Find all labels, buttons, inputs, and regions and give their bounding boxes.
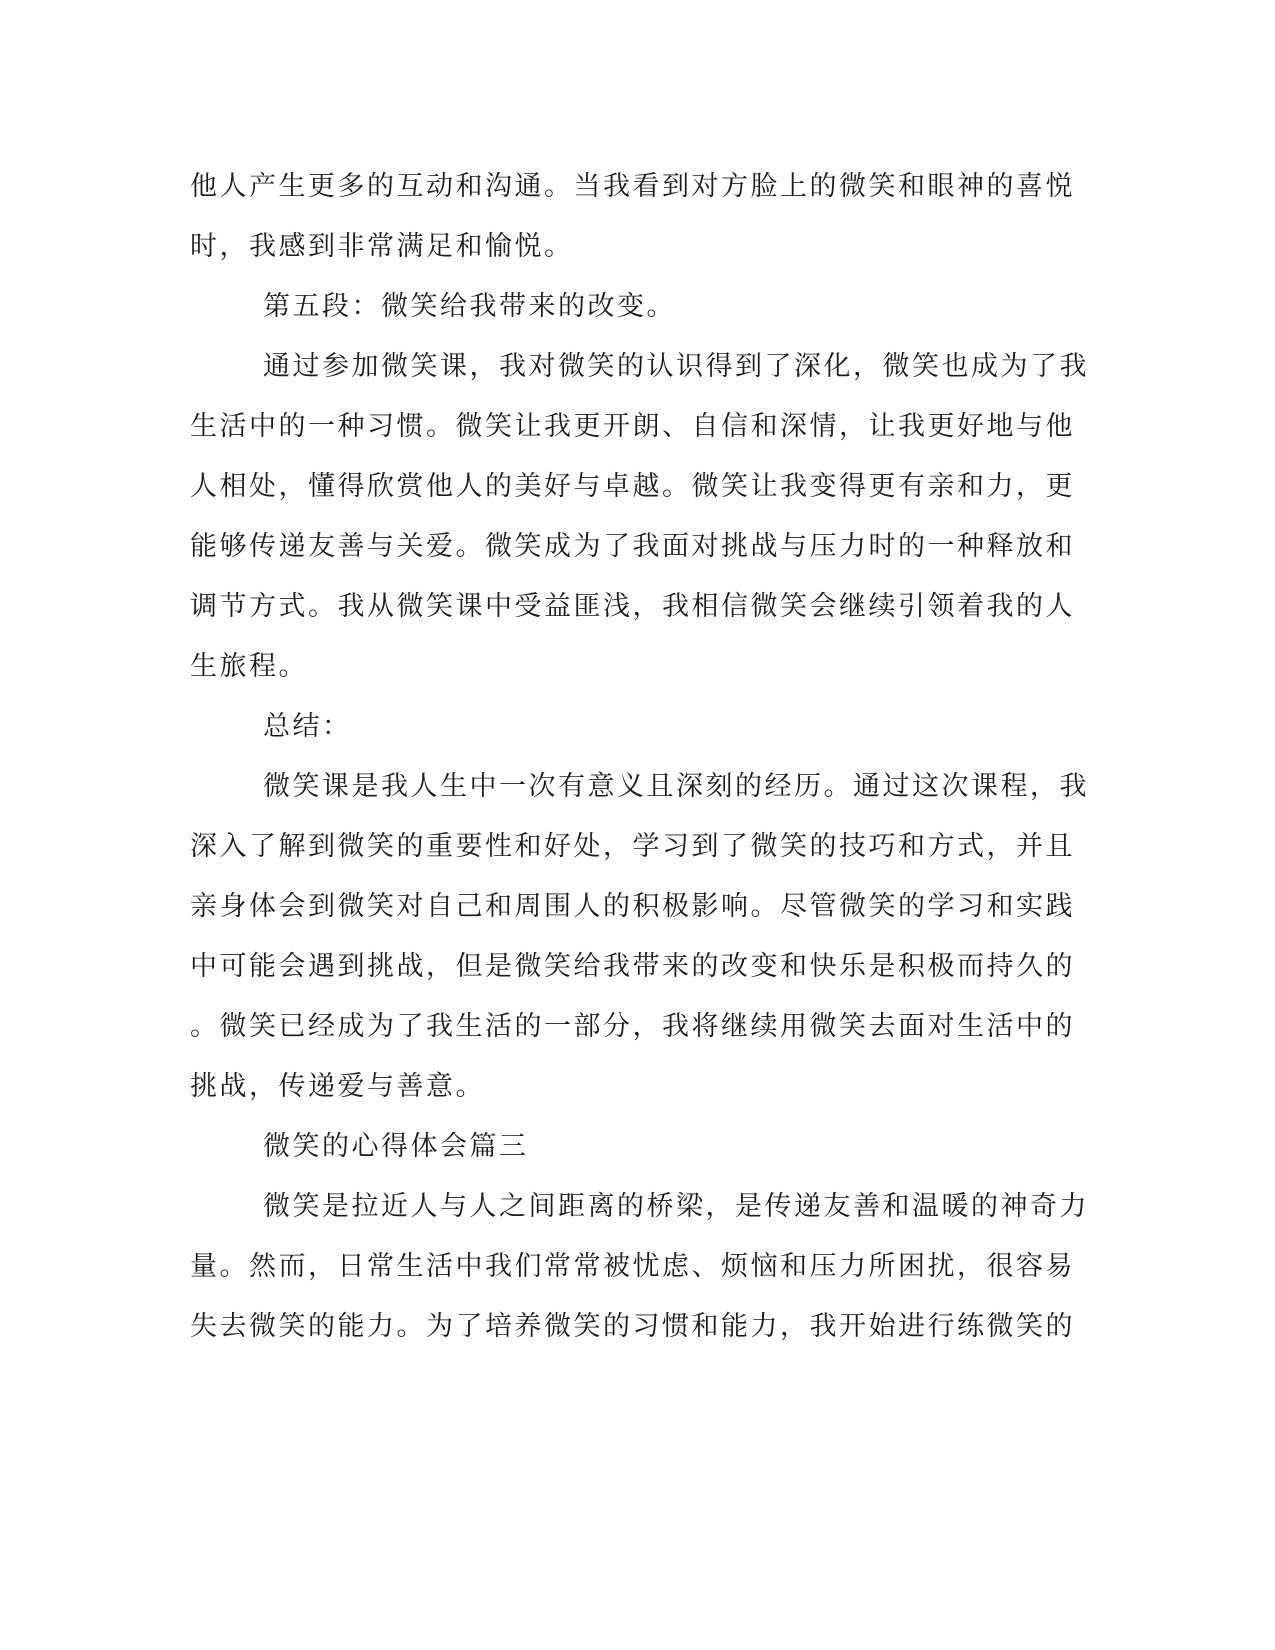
section-heading: 第五段：微笑给我带来的改变。 — [263, 291, 676, 322]
text-line: 他人产生更多的互动和沟通。当我看到对方脸上的微笑和眼神的喜悦 — [190, 171, 1075, 202]
section-heading: 总结： — [263, 711, 352, 742]
paragraph-start-line: 微笑是拉近人与人之间距离的桥梁，是传递友善和温暖的神奇力 — [263, 1191, 1089, 1222]
paragraph-start-line: 通过参加微笑课，我对微笑的认识得到了深化，微笑也成为了我 — [263, 351, 1089, 382]
article-title: 微笑的心得体会篇三 — [263, 1131, 529, 1162]
text-line: 。微笑已经成为了我生活的一部分，我将继续用微笑去面对生活中的 — [190, 1011, 1075, 1042]
text-line: 能够传递友善与关爱。微笑成为了我面对挑战与压力时的一种释放和 — [190, 531, 1075, 562]
text-line: 生活中的一种习惯。微笑让我更开朗、自信和深情，让我更好地与他 — [190, 411, 1075, 442]
text-line: 量。然而，日常生活中我们常常被忧虑、烦恼和压力所困扰，很容易 — [190, 1251, 1075, 1282]
paragraph-start-line: 微笑课是我人生中一次有意义且深刻的经历。通过这次课程，我 — [263, 771, 1089, 802]
text-line: 亲身体会到微笑对自己和周围人的积极影响。尽管微笑的学习和实践 — [190, 891, 1075, 922]
text-line: 人相处，懂得欣赏他人的美好与卓越。微笑让我变得更有亲和力，更 — [190, 471, 1075, 502]
text-line: 中可能会遇到挑战，但是微笑给我带来的改变和快乐是积极而持久的 — [190, 951, 1075, 982]
text-line: 深入了解到微笑的重要性和好处，学习到了微笑的技巧和方式，并且 — [190, 831, 1075, 862]
text-line: 挑战，传递爱与善意。 — [190, 1071, 485, 1102]
text-line: 时，我感到非常满足和愉悦。 — [190, 231, 574, 262]
text-line: 调节方式。我从微笑课中受益匪浅，我相信微笑会继续引领着我的人 — [190, 591, 1075, 622]
text-line: 生旅程。 — [190, 651, 308, 682]
text-line: 失去微笑的能力。为了培养微笑的习惯和能力，我开始进行练微笑的 — [190, 1311, 1075, 1342]
document-body — [190, 157, 1090, 1357]
